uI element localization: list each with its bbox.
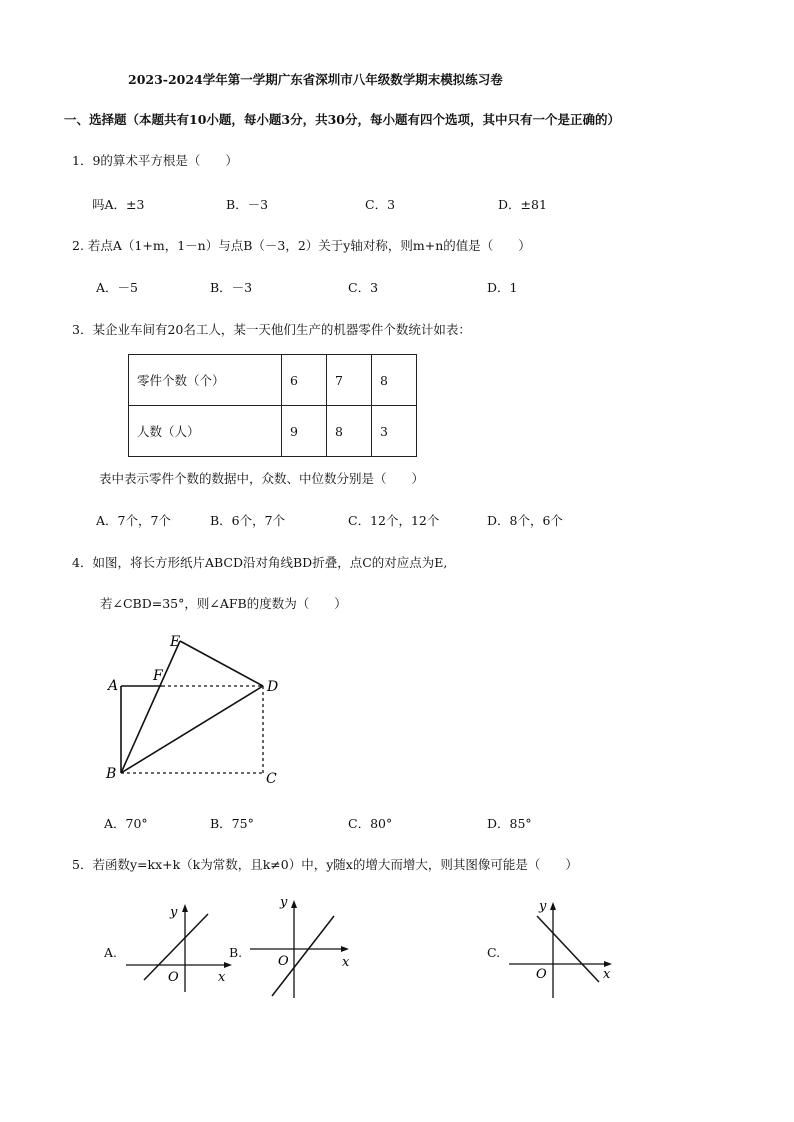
table-cell: 8: [327, 406, 372, 457]
graph-c-y-label: y: [539, 899, 547, 914]
table-cell: 9: [282, 406, 327, 457]
label-c: C: [266, 771, 277, 787]
graph-c: [503, 892, 623, 1002]
table-cell: 3: [372, 406, 417, 457]
graph-c-label: C.: [487, 945, 501, 960]
q4-option-c: C．80°: [348, 816, 393, 831]
paper-title: 2023-2024学年第一学期广东省深圳市八年级数学期末模拟练习卷: [128, 72, 503, 87]
question-2-stem: 2. 若点A（1+m，1－n）与点B（－3，2）关于y轴对称，则m+n的值是（ ）: [72, 238, 531, 253]
graph-b-origin: O: [278, 954, 289, 969]
graph-b-x-arrow: [341, 946, 349, 952]
q4-option-d: D．85°: [487, 816, 532, 831]
question-3-prompt: 表中表示零件个数的数据中，众数、中位数分别是（ ）: [99, 471, 425, 486]
graph-b-y-arrow: [291, 900, 297, 908]
label-d: D: [267, 679, 279, 695]
label-e: E: [170, 634, 181, 650]
q3-option-a: A．7个，7个: [96, 513, 171, 528]
graph-a-label: A.: [104, 945, 118, 960]
table-cell: 7: [327, 355, 372, 406]
q1-option-b: B．－3: [226, 197, 269, 212]
graph-b: [246, 890, 366, 1005]
graph-b-label: B.: [229, 945, 243, 960]
table-cell: 人数（人）: [129, 406, 282, 457]
q2-option-a: A．－5: [96, 280, 138, 295]
label-f: F: [153, 668, 163, 684]
table-row: [129, 355, 417, 406]
question-5-stem: 5．若函数y=kx+k（k为常数，且k≠0）中，y随x的增大而增大，则其图像可能是（ ）: [72, 857, 578, 872]
fold-rectangle-figure: [100, 628, 300, 788]
q1-option-d: D．±81: [498, 197, 547, 212]
segment-ed: [180, 641, 263, 686]
table-cell: 6: [282, 355, 327, 406]
q1-option-c: C．3: [365, 197, 396, 212]
question-1-stem: 1．9的算术平方根是（ ）: [72, 153, 238, 168]
q2-option-d: D．1: [487, 280, 518, 295]
q2-option-b: B．－3: [210, 280, 253, 295]
section-heading: 一、选择题（本题共有10小题，每小题3分，共30分，每小题有四个选项，其中只有一个是正确的）: [64, 112, 620, 127]
graph-a-origin: O: [168, 970, 179, 985]
graph-a-x-arrow: [224, 962, 232, 968]
graph-c-x-label: x: [603, 967, 611, 982]
label-a: A: [108, 678, 119, 694]
graph-c-y-arrow: [550, 902, 556, 910]
diagonal-bd: [121, 686, 263, 773]
q1-option-a: 吗A．±3: [92, 197, 145, 212]
question-4-stem: 4．如图，将长方形纸片ABCD沿对角线BD折叠，点C的对应点为E,: [72, 555, 448, 570]
q2-option-c: C．3: [348, 280, 379, 295]
question-3-stem: 3．某企业车间有20名工人，某一天他们生产的机器零件个数统计如表：: [72, 322, 471, 337]
graph-b-x-label: x: [342, 955, 350, 970]
q3-option-d: D．8个，6个: [487, 513, 563, 528]
table-cell: 8: [372, 355, 417, 406]
q4-option-b: B．75°: [210, 816, 254, 831]
graph-b-y-label: y: [280, 895, 288, 910]
segment-be: [121, 641, 180, 773]
graph-a-y-arrow: [182, 904, 188, 912]
graph-a: [120, 896, 243, 996]
graph-a-y-label: y: [170, 905, 178, 920]
parts-table: [128, 354, 417, 457]
graph-c-origin: O: [536, 967, 547, 982]
table-row: [129, 406, 417, 457]
q3-option-c: C．12个，12个: [348, 513, 440, 528]
label-b: B: [106, 766, 117, 782]
q3-option-b: B．6个，7个: [210, 513, 286, 528]
table-cell: 零件个数（个）: [129, 355, 282, 406]
graph-a-x-label: x: [218, 970, 226, 985]
question-4-condition: 若∠CBD=35°，则∠AFB的度数为（ ）: [100, 596, 347, 611]
q4-option-a: A．70°: [104, 816, 148, 831]
